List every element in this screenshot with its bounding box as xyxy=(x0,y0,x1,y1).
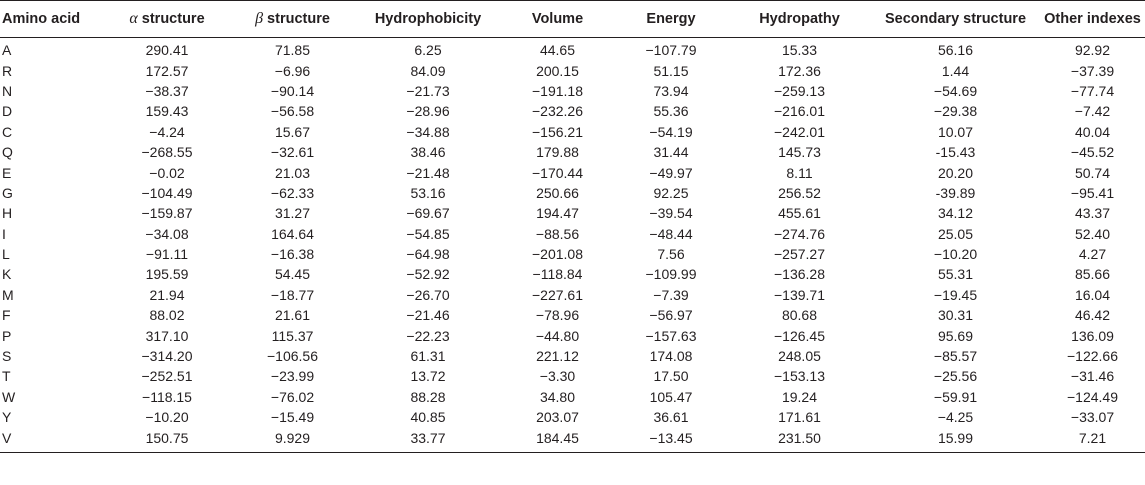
value-cell: −64.98 xyxy=(406,246,450,263)
value-cell: −252.51 xyxy=(141,368,193,385)
value-cell: 19.24 xyxy=(781,388,818,405)
value-cell: 1.44 xyxy=(941,62,970,79)
value-cell: 52.40 xyxy=(1074,225,1111,242)
table-row xyxy=(0,407,1145,427)
value-cell: 7.21 xyxy=(1040,427,1145,452)
amino-acid-cell: W xyxy=(2,388,16,405)
value-cell: 21.94 xyxy=(149,286,185,303)
value-cell: 317.10 xyxy=(145,327,189,344)
amino-acid-cell: M xyxy=(2,286,14,303)
value-cell: −126.45 xyxy=(774,327,825,344)
table-header xyxy=(0,1,1145,38)
value-cell: −216.01 xyxy=(774,103,825,120)
value-cell: −62.33 xyxy=(270,184,315,201)
value-cell: −18.77 xyxy=(270,286,315,303)
value-cell: −19.45 xyxy=(933,286,978,303)
value-cell: −49.97 xyxy=(649,164,693,181)
col-header-volume: Volume xyxy=(501,1,614,38)
value-cell: 30.31 xyxy=(937,307,974,324)
value-cell: −34.08 xyxy=(145,225,189,242)
value-cell: 136.09 xyxy=(1071,327,1114,344)
value-cell: −44.80 xyxy=(535,327,580,344)
value-cell: 38.46 xyxy=(410,144,446,161)
value-cell: −21.48 xyxy=(406,164,450,181)
value-cell: −170.44 xyxy=(532,164,583,181)
value-cell: −85.57 xyxy=(933,348,978,365)
value-cell: 20.20 xyxy=(937,164,974,181)
table-row xyxy=(0,81,1145,101)
value-cell: 43.37 xyxy=(1074,205,1111,222)
table-row xyxy=(0,427,1145,452)
value-cell: −77.74 xyxy=(1070,82,1115,99)
value-cell: −122.66 xyxy=(1067,348,1118,365)
amino-acid-cell: A xyxy=(2,42,12,59)
value-cell: -15.43 xyxy=(935,144,976,161)
amino-acid-cell: E xyxy=(2,164,12,181)
value-cell: −10.20 xyxy=(145,409,189,426)
value-cell: 61.31 xyxy=(410,348,446,365)
value-cell: −23.99 xyxy=(270,368,315,385)
col-header-alpha-structure: α structure xyxy=(104,1,230,38)
amino-acid-cell: T xyxy=(2,368,11,385)
amino-acid-cell: R xyxy=(2,62,13,79)
value-cell: 150.75 xyxy=(104,427,230,452)
value-cell: 92.92 xyxy=(1074,42,1111,59)
table-row xyxy=(0,162,1145,182)
value-cell: −107.79 xyxy=(645,42,697,59)
table-row xyxy=(0,60,1145,80)
value-cell: −257.27 xyxy=(774,246,825,263)
value-cell: −28.96 xyxy=(406,103,450,120)
value-cell: 145.73 xyxy=(778,144,821,161)
col-header-energy: Energy xyxy=(614,1,728,38)
table-row xyxy=(0,101,1145,121)
value-cell: −31.46 xyxy=(1070,368,1115,385)
table-row xyxy=(0,366,1145,386)
value-cell: −76.02 xyxy=(270,388,315,405)
value-cell: −232.26 xyxy=(532,103,583,120)
value-cell: −52.92 xyxy=(406,266,450,283)
value-cell: −26.70 xyxy=(406,286,450,303)
value-cell: −54.85 xyxy=(406,225,450,242)
value-cell: 184.45 xyxy=(501,427,614,452)
value-cell: −21.46 xyxy=(406,307,450,324)
amino-acid-cell: Y xyxy=(2,409,12,426)
value-cell: 31.44 xyxy=(653,144,689,161)
value-cell: −314.20 xyxy=(141,348,193,365)
amino-acid-cell: L xyxy=(2,246,10,263)
value-cell: −7.42 xyxy=(1074,103,1111,120)
amino-acid-cell: I xyxy=(2,225,6,242)
amino-acid-cell: D xyxy=(2,103,13,120)
value-cell: 15.99 xyxy=(871,427,1040,452)
value-cell: 159.43 xyxy=(145,103,189,120)
table-row xyxy=(0,142,1145,162)
value-cell: 25.05 xyxy=(937,225,974,242)
value-cell: −78.96 xyxy=(535,307,580,324)
value-cell: −29.38 xyxy=(933,103,978,120)
value-cell: 95.69 xyxy=(937,327,974,344)
value-cell: −191.18 xyxy=(532,82,583,99)
value-cell: −32.61 xyxy=(270,144,315,161)
value-cell: 36.61 xyxy=(653,409,689,426)
table-row xyxy=(0,264,1145,284)
value-cell: −10.20 xyxy=(933,246,978,263)
value-cell: 71.85 xyxy=(274,42,311,59)
col-header-beta-structure: β structure xyxy=(230,1,355,38)
value-cell: 203.07 xyxy=(536,409,579,426)
value-cell: 51.15 xyxy=(653,62,689,79)
value-cell: −25.56 xyxy=(933,368,978,385)
value-cell: −159.87 xyxy=(141,205,193,222)
value-cell: 84.09 xyxy=(410,62,446,79)
value-cell: 40.85 xyxy=(410,409,446,426)
value-cell: 9.929 xyxy=(230,427,355,452)
value-cell: 194.47 xyxy=(536,205,579,222)
value-cell: −16.38 xyxy=(270,246,315,263)
value-cell: 80.68 xyxy=(781,307,818,324)
value-cell: 50.74 xyxy=(1074,164,1111,181)
value-cell: −157.63 xyxy=(645,327,697,344)
col-header-secondary-structure: Secondary structure xyxy=(871,1,1040,38)
table-row xyxy=(0,38,1145,61)
value-cell: 171.61 xyxy=(778,409,821,426)
table-row xyxy=(0,325,1145,345)
value-cell: −56.58 xyxy=(270,103,315,120)
value-cell: 31.27 xyxy=(274,205,311,222)
value-cell: −139.71 xyxy=(774,286,825,303)
value-cell: 85.66 xyxy=(1074,266,1111,283)
value-cell: −259.13 xyxy=(774,82,825,99)
value-cell: −201.08 xyxy=(532,246,583,263)
table-body xyxy=(0,38,1145,453)
value-cell: −95.41 xyxy=(1070,184,1115,201)
value-cell: −156.21 xyxy=(532,123,583,140)
col-header-amino-acid: Amino acid xyxy=(0,1,104,38)
value-cell: 172.57 xyxy=(145,62,189,79)
value-cell: 17.50 xyxy=(653,368,689,385)
value-cell: 172.36 xyxy=(778,62,821,79)
value-cell: 44.65 xyxy=(539,42,576,59)
value-cell: 92.25 xyxy=(653,184,689,201)
table-row xyxy=(0,346,1145,366)
table-row xyxy=(0,203,1145,223)
value-cell: 174.08 xyxy=(649,348,693,365)
value-cell: 55.31 xyxy=(937,266,974,283)
value-cell: −88.56 xyxy=(535,225,580,242)
value-cell: 53.16 xyxy=(410,184,446,201)
value-cell: −33.07 xyxy=(1070,409,1115,426)
value-cell: −21.73 xyxy=(406,82,450,99)
value-cell: −106.56 xyxy=(267,348,318,365)
table-row xyxy=(0,387,1145,407)
value-cell: −13.45 xyxy=(614,427,728,452)
value-cell: −6.96 xyxy=(274,62,311,79)
value-cell: 290.41 xyxy=(145,42,189,59)
col-header-hydrophobicity: Hydrophobicity xyxy=(355,1,501,38)
value-cell: 105.47 xyxy=(649,388,693,405)
table-row xyxy=(0,224,1145,244)
value-cell: −54.19 xyxy=(649,123,693,140)
amino-acid-cell: V xyxy=(0,427,104,452)
value-cell: 73.94 xyxy=(653,82,689,99)
value-cell: −54.69 xyxy=(933,82,978,99)
value-cell: 21.61 xyxy=(274,307,311,324)
value-cell: 46.42 xyxy=(1074,307,1111,324)
amino-acid-cell: S xyxy=(2,348,12,365)
table-row xyxy=(0,183,1145,203)
value-cell: −268.55 xyxy=(141,144,193,161)
value-cell: −118.15 xyxy=(142,388,192,405)
value-cell: 7.56 xyxy=(657,246,685,263)
value-cell: −90.14 xyxy=(270,82,315,99)
value-cell: 231.50 xyxy=(728,427,871,452)
value-cell: −136.28 xyxy=(774,266,825,283)
value-cell: −0.02 xyxy=(149,164,185,181)
value-cell: 34.80 xyxy=(539,388,576,405)
value-cell: 250.66 xyxy=(536,184,579,201)
value-cell: −104.49 xyxy=(141,184,193,201)
amino-acid-cell: C xyxy=(2,123,13,140)
value-cell: 33.77 xyxy=(355,427,501,452)
table-row xyxy=(0,305,1145,325)
amino-acid-cell: K xyxy=(2,266,12,283)
value-cell: 13.72 xyxy=(410,368,446,385)
value-cell: −91.11 xyxy=(145,246,189,263)
value-cell: 200.15 xyxy=(536,62,579,79)
header-row xyxy=(0,1,1145,38)
value-cell: 40.04 xyxy=(1074,123,1111,140)
amino-acid-cell: N xyxy=(2,82,13,99)
value-cell: −7.39 xyxy=(653,286,689,303)
value-cell: 88.02 xyxy=(149,307,185,324)
amino-acid-cell: P xyxy=(2,327,12,344)
value-cell: 10.07 xyxy=(937,123,974,140)
value-cell: 34.12 xyxy=(937,205,974,222)
value-cell: 6.25 xyxy=(414,42,442,59)
value-cell: 248.05 xyxy=(778,348,821,365)
value-cell: -39.89 xyxy=(935,184,976,201)
value-cell: −39.54 xyxy=(649,205,693,222)
value-cell: 56.16 xyxy=(937,42,974,59)
amino-acid-cell: Q xyxy=(2,144,13,161)
col-header-hydropathy: Hydropathy xyxy=(728,1,871,38)
value-cell: 115.37 xyxy=(271,327,314,344)
value-cell: −56.97 xyxy=(649,307,693,324)
value-cell: −242.01 xyxy=(774,123,825,140)
value-cell: 164.64 xyxy=(271,225,314,242)
value-cell: 54.45 xyxy=(274,266,311,283)
value-cell: 195.59 xyxy=(145,266,189,283)
value-cell: −45.52 xyxy=(1070,144,1115,161)
table-row xyxy=(0,122,1145,142)
value-cell: 4.27 xyxy=(1078,246,1107,263)
value-cell: −22.23 xyxy=(406,327,450,344)
value-cell: −4.24 xyxy=(149,123,185,140)
value-cell: −4.25 xyxy=(937,409,974,426)
value-cell: −34.88 xyxy=(406,123,450,140)
value-cell: 21.03 xyxy=(274,164,311,181)
value-cell: 15.33 xyxy=(781,42,818,59)
value-cell: −59.91 xyxy=(933,388,978,405)
value-cell: −48.44 xyxy=(649,225,693,242)
value-cell: −109.99 xyxy=(645,266,697,283)
amino-acid-cell: G xyxy=(2,184,13,201)
value-cell: 256.52 xyxy=(778,184,821,201)
value-cell: −15.49 xyxy=(270,409,315,426)
value-cell: 221.12 xyxy=(536,348,579,365)
table-row xyxy=(0,285,1145,305)
value-cell: 8.11 xyxy=(786,164,813,181)
value-cell: −3.30 xyxy=(539,368,576,385)
value-cell: 179.88 xyxy=(536,144,579,161)
value-cell: 455.61 xyxy=(778,205,821,222)
value-cell: 16.04 xyxy=(1074,286,1111,303)
value-cell: −118.84 xyxy=(532,266,583,283)
value-cell: −227.61 xyxy=(532,286,583,303)
value-cell: 88.28 xyxy=(410,388,446,405)
value-cell: −274.76 xyxy=(774,225,825,242)
table-row xyxy=(0,244,1145,264)
amino-acid-cell: F xyxy=(2,307,11,324)
value-cell: −153.13 xyxy=(774,368,825,385)
col-header-other-indexes: Other indexes xyxy=(1040,1,1145,38)
value-cell: 15.67 xyxy=(274,123,311,140)
value-cell: −37.39 xyxy=(1070,62,1115,79)
amino-acid-cell: H xyxy=(2,205,13,222)
value-cell: −69.67 xyxy=(406,205,450,222)
value-cell: −38.37 xyxy=(145,82,189,99)
value-cell: −124.49 xyxy=(1067,388,1118,405)
value-cell: 55.36 xyxy=(653,103,689,120)
